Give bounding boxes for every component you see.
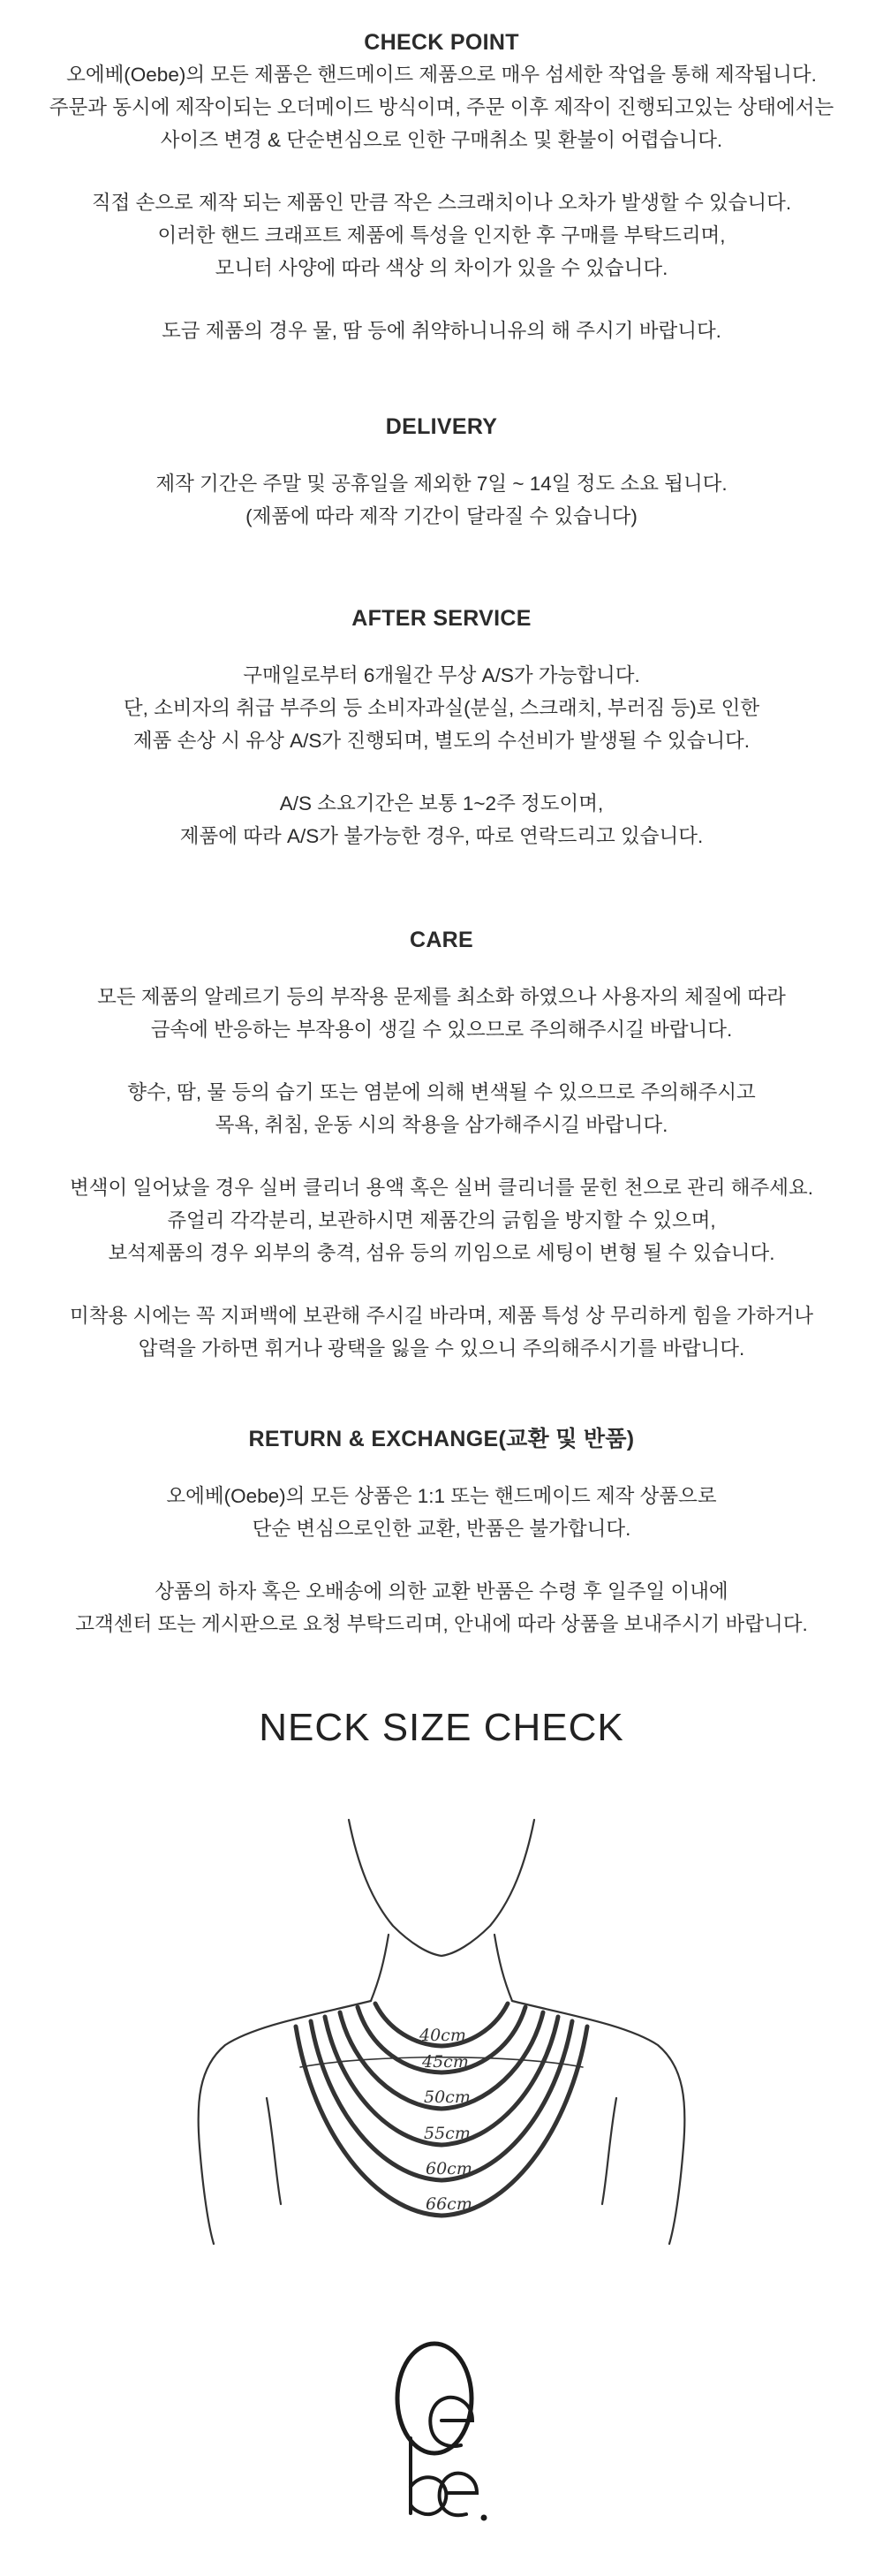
- left-shoulder-outline: [199, 2001, 371, 2244]
- text-line: 고객센터 또는 게시판으로 요청 부탁드리며, 안내에 따라 상품을 보내주시기 바랍니다.: [75, 1613, 808, 1635]
- text-line: (제품에 따라 제작 기간이 달라질 수 있습니다): [245, 505, 638, 527]
- after-service-paragraph-1: [0, 659, 883, 757]
- after-service-section: [0, 602, 883, 852]
- text-line: 단순 변심으로인한 교환, 반품은 불가합니다.: [252, 1518, 631, 1540]
- text-line: 금속에 반응하는 부작용이 생길 수 있으므로 주의해주시길 바랍니다.: [150, 1019, 733, 1041]
- text-line: 도금 제품의 경우 물, 땀 등에 취약하니니유의 해 주시기 바랍니다.: [162, 320, 721, 342]
- care-paragraph-2: [0, 1076, 883, 1141]
- neck-left-line: [371, 1935, 389, 2001]
- text-line: 모든 제품의 알레르기 등의 부작용 문제를 최소화 하였으나 사용자의 체질에 따라: [97, 986, 786, 1008]
- text-line: A/S 소요기간은 보통 1~2주 정도이며,: [279, 792, 604, 814]
- oebe-logo: [0, 2332, 883, 2544]
- text-line: 향수, 땀, 물 등의 습기 또는 염분에 의해 변색될 수 있으므로 주의해주시고: [127, 1081, 756, 1103]
- text-line: 제작 기간은 주말 및 공휴일을 제외한 7일 ~ 14일 정도 소요 됩니다.: [155, 473, 728, 495]
- return-exchange-title: RETURN & EXCHANGE(교환 및 반품): [248, 1427, 635, 1451]
- text-line: 모니터 사양에 따라 색상 의 차이가 있을 수 있습니다.: [215, 257, 668, 279]
- delivery-title: DELIVERY: [385, 414, 498, 439]
- care-section: [0, 924, 883, 1365]
- text-line: 사이즈 변경 & 단순변심으로 인한 구매취소 및 환불이 어렵습니다.: [160, 129, 723, 151]
- care-paragraph-1: [0, 981, 883, 1046]
- text-line: 제품 손상 시 유상 A/S가 진행되며, 별도의 수선비가 발생될 수 있습니다.: [132, 730, 751, 752]
- delivery-section: [0, 411, 883, 533]
- necklace-40-label: 40cm: [419, 2026, 466, 2045]
- text-line: 상품의 하자 혹은 오배송에 의한 교환 반품은 수령 후 일주일 이내에: [155, 1580, 728, 1602]
- text-line: 보석제품의 경우 외부의 충격, 섬유 등의 끼임으로 세팅이 변형 될 수 있습니다.: [108, 1242, 775, 1264]
- right-shoulder-outline: [512, 2001, 684, 2244]
- check-point-section: [0, 27, 883, 347]
- return-exchange-paragraph-2: [0, 1575, 883, 1640]
- neck-size-illustration: [0, 1802, 883, 2297]
- check-point-paragraph-1: [0, 58, 883, 156]
- after-service-title: AFTER SERVICE: [351, 606, 532, 631]
- delivery-paragraph-1: [0, 467, 883, 533]
- logo-period: [481, 2515, 487, 2521]
- text-line: 오에베(Oebe)의 모든 상품은 1:1 또는 핸드메이드 제작 상품으로: [166, 1485, 717, 1507]
- text-line: 오에베(Oebe)의 모든 제품은 핸드메이드 제품으로 매우 섬세한 작업을 통해 제작됩니다.: [66, 64, 817, 86]
- text-line: 목욕, 취침, 운동 시의 착용을 삼가해주시길 바랍니다.: [215, 1114, 668, 1136]
- text-line: 압력을 가하면 휘거나 광택을 잃을 수 있으니 주의해주시기를 바랍니다.: [138, 1337, 745, 1360]
- text-line: 구매일로부터 6개월간 무상 A/S가 가능합니다.: [243, 664, 640, 686]
- care-paragraph-4: [0, 1299, 883, 1365]
- text-line: 이러한 핸드 크래프트 제품에 특성을 인지한 후 구매를 부탁드리며,: [157, 224, 726, 246]
- neck-size-title: NECK SIZE CHECK: [259, 1706, 624, 1749]
- text-line: 제품에 따라 A/S가 불가능한 경우, 따로 연락드리고 있습니다.: [179, 825, 704, 847]
- text-line: 미착용 시에는 꼭 지퍼백에 보관해 주시길 바라며, 제품 특성 상 무리하게 힘을 가하거나: [70, 1305, 813, 1327]
- care-paragraph-3: [0, 1171, 883, 1269]
- text-line: 단, 소비자의 취급 부주의 등 소비자과실(분실, 스크래치, 부러짐 등)로 인한: [123, 697, 760, 719]
- check-point-paragraph-2: [0, 186, 883, 284]
- return-exchange-paragraph-1: [0, 1480, 883, 1545]
- necklace-60-label: 60cm: [426, 2159, 472, 2178]
- after-service-paragraph-2: [0, 787, 883, 852]
- necklace-66-label: 66cm: [426, 2194, 472, 2214]
- care-title: CARE: [409, 928, 474, 952]
- right-armpit-line: [602, 2098, 616, 2204]
- check-point-title: CHECK POINT: [364, 30, 519, 55]
- text-line: 쥬얼리 각각분리, 보관하시면 제품간의 긁힘을 방지할 수 있으며,: [167, 1209, 716, 1231]
- text-line: 변색이 일어났을 경우 실버 클리너 용액 혹은 실버 클리너를 묻힌 천으로 관리 해주세요.: [70, 1177, 813, 1199]
- necklace-55-label: 55cm: [424, 2124, 471, 2143]
- face-outline: [349, 1820, 534, 1956]
- necklace-45-label: 45cm: [422, 2052, 469, 2072]
- text-line: 주문과 동시에 제작이되는 오더메이드 방식이며, 주문 이후 제작이 진행되고있는 상태에서는: [49, 96, 834, 118]
- logo-letter-e: [430, 2398, 472, 2446]
- neck-right-line: [494, 1935, 512, 2001]
- left-armpit-line: [267, 2098, 281, 2204]
- text-line: 직접 손으로 제작 되는 제품인 만큼 작은 스크래치이나 오차가 발생할 수 있습니다.: [91, 192, 792, 214]
- check-point-paragraph-3: [0, 314, 883, 347]
- return-exchange-section: [0, 1423, 883, 1640]
- necklace-50-label: 50cm: [424, 2087, 471, 2107]
